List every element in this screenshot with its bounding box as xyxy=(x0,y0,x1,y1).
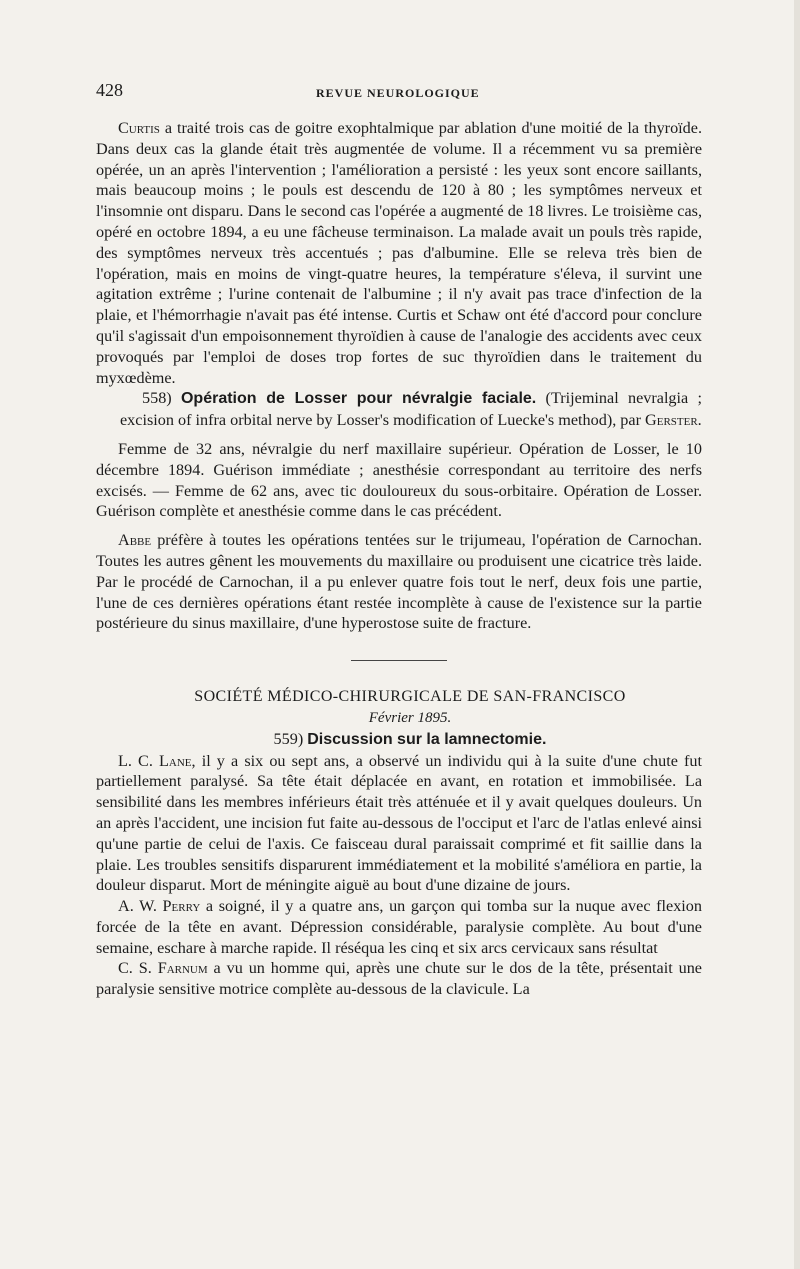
author-name: Perry xyxy=(162,897,201,916)
paragraph-text: , il y a six ou sept ans, a observé un individu qui à la suite d'une chute fut partiellement paralysé. Sa tête était déplacée en avant, en rotation et immobilisée. La sensibilité dans les membres inférieurs était très atténuée et il y avait quelques douleurs. Un an après l'accident, une incision fut faite au-dessous de l'occiput et l'arc de l'atlas enlevé ainsi qu'une partie de celui de l'axis. Ce faisceau dural paraissait comprimé et fit saillie dans la plaie. Les troubles sensitifs disparurent immédiatement et la mobilité s'améliora en partie, la douleur disparut. Mort de méningite aiguë au bout d'une dizaine de jours. xyxy=(96,751,702,895)
author-name: Curtis xyxy=(118,119,160,137)
society-title: SOCIÉTÉ MÉDICO-CHIRURGICALE DE SAN-FRANCISCO xyxy=(194,688,626,706)
paragraph-text: a traité trois cas de goitre exophtalmique par ablation d'une moitié de la thyroïde. Dans deux cas la glande était très augmentée de volume. Il a récemment vu sa première opérée, un an après l'intervention ; l'amélioration a persisté : les yeux sont encore saillants, mais beaucoup moins ; le pouls est descendu de 120 à 80 ; les symptômes nerveux et l'insomnie ont disparu. Dans le second cas l'opérée a augmenté de 18 livres. Le troisième cas, opéré en octobre 1894, a eu une fâcheuse terminaison. La malade avait un pouls très rapide, des symptômes nerveux très accentués ; pas d'albumine. Elle se releva très bien de l'opération, mais en moins de vingt-quatre heures, la température s'éleva, il survint une agitation extrême ; l'urine contenait de l'albumine ; il n'y avait pas trace d'infection de la plaie, et l'hémorrhagie n'avait pas été intense. Curtis et Schaw ont été d'accord pour conclure qu'il s'agissait d'un empoisonnement thyroïdien à cause de l'analogie des accidents avec ceux provoqués par l'emploi de doses trop fortes de suc thyroïdien dans le traitement du myxœdème. xyxy=(96,119,702,387)
page-body xyxy=(96,118,702,1000)
meeting-date: Février 1895. xyxy=(368,709,452,726)
author-name: Lane xyxy=(159,751,192,770)
running-head: REVUE NEUROLOGIQUE xyxy=(316,86,480,100)
author-name: Abbe xyxy=(118,531,152,550)
paragraph-perry xyxy=(96,896,702,958)
paragraph-text: préfère à toutes les opérations tentées sur le trijumeau, l'opération de Carnochan. Toutes les autres gênent les mouvements du maxillaire ou produisent une cicatrice très laide. Par le procédé de Carnochan, il a pu enlever quatre fois tout le nerf, deux fois une partie, l'une de ces dernières opérations étant restée incomplète à cause de l'existence sur la partie postérieure du sinus maxillaire, d'une hyperostose suite de fracture. xyxy=(96,531,702,633)
page-number: 428 xyxy=(96,80,123,100)
paragraph-558-case: Femme de 32 ans, névralgie du nerf maxillaire supérieur. Opération de Losser, le 10 décembre 1894. Guérison immédiate ; anesthésie correspondant au territoire des nerfs excisés. — Femme de 62 ans, avec tic douloureux du sous-orbitaire. Opération de Losser. Guérison complète et anesthésie comme dans le cas précédent. xyxy=(96,439,702,521)
article-559-heading xyxy=(96,729,702,751)
page-header xyxy=(96,80,706,104)
author-initials: L. C. xyxy=(118,751,160,770)
spacer xyxy=(96,522,702,530)
author-initials: C. S. xyxy=(118,959,158,978)
paragraph-curtis xyxy=(96,118,702,388)
article-author-end: . xyxy=(697,411,702,430)
page-edge xyxy=(794,0,800,1269)
paragraph-abbe xyxy=(96,530,702,634)
article-number: 559) xyxy=(273,729,304,748)
article-number: 558) xyxy=(142,389,172,408)
paragraph-lane xyxy=(96,751,702,897)
article-title: Discussion sur la lamnectomie. xyxy=(307,730,547,748)
paragraph-text: a soigné, il y a quatre ans, un garçon qui tomba sur la nuque avec flexion forcée de la tête en avant. Dépression considérable, paralysie complète. Au bout d'une semaine, eschare à marche rapide. Il réséqua les cinq et six arcs cervicaux sans résultat xyxy=(96,897,702,957)
author-initials: A. W. xyxy=(118,897,163,916)
spacer xyxy=(96,431,702,439)
article-558-heading xyxy=(96,388,702,431)
section-divider xyxy=(351,660,447,661)
author-name: Farnum xyxy=(157,959,208,978)
paragraph-farnum xyxy=(96,958,702,1000)
article-title: Opération de Losser pour névralgie faciale. xyxy=(180,390,537,408)
paragraph-text: a vu un homme qui, après une chute sur le dos de la tête, présentait une paralysie sensitive motrice complète au-dessous de la clavicule. La xyxy=(96,959,702,999)
article-author: Gerster xyxy=(645,411,698,430)
article-subtitle: (Trijeminal nevralgia ; excision of infra orbital nerve by Losser's modification of Luecke's method), par xyxy=(120,389,703,430)
